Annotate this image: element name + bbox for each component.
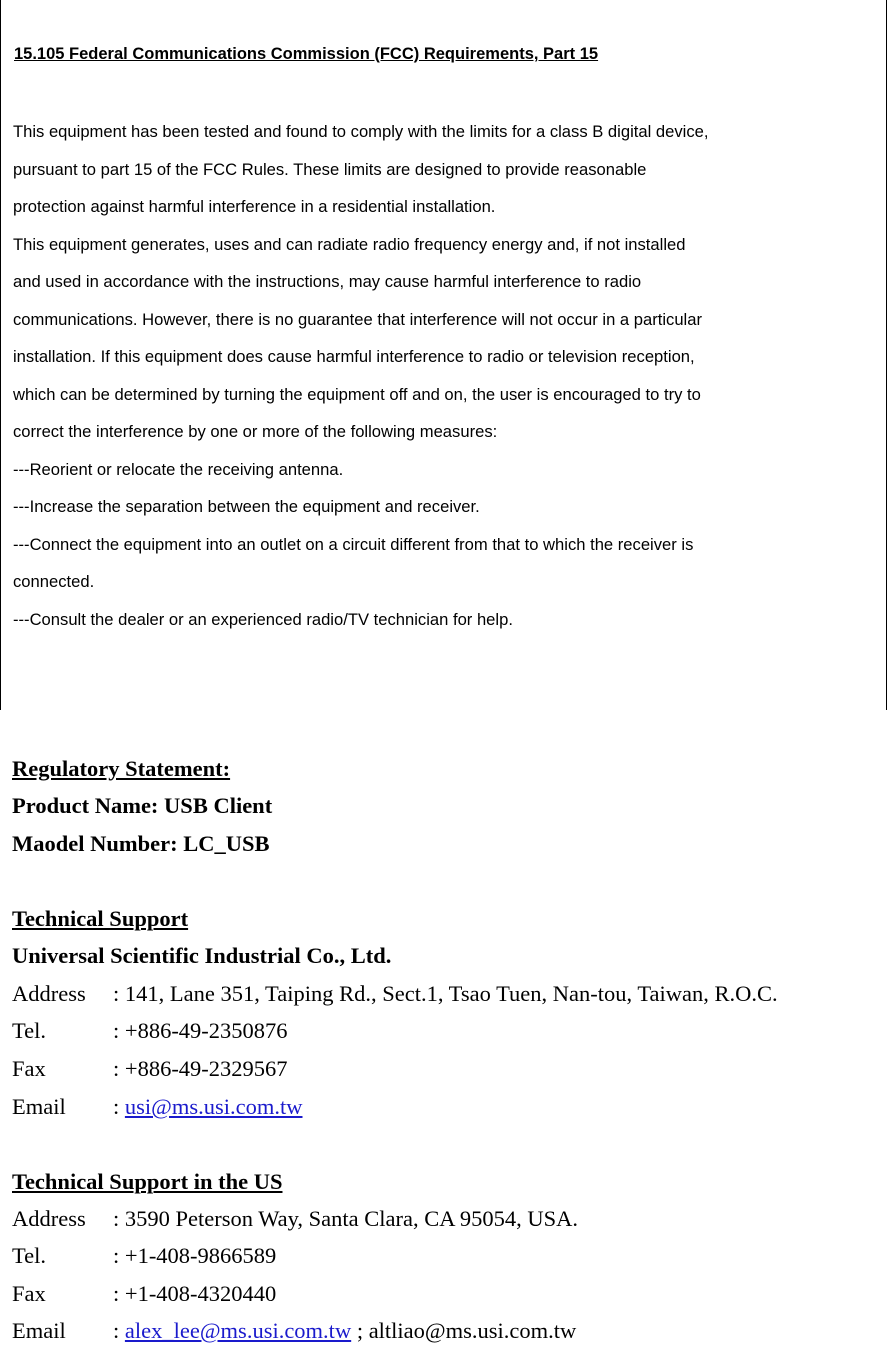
fcc-line: installation. If this equipment does cause harmful interference to radio or television reception, [13,347,695,366]
tw-email-prefix: : [113,1094,125,1119]
us-email-prefix: : [113,1318,125,1343]
us-tel-value: : +1-408-9866589 [113,1243,277,1268]
tw-email-link[interactable]: usi@ms.usi.com.tw [124,1094,303,1119]
fcc-measure-item: ---Increase the separation between the equipment and receiver. [13,497,480,516]
tw-address-value: : 141, Lane 351, Taiping Rd., Sect.1, Tsao Tuen, Nan-tou, Taiwan, R.O.C. [113,981,778,1006]
fcc-measure-item: ---Consult the dealer or an experienced radio/TV technician for help. [13,610,513,629]
fcc-line: correct the interference by one or more of the following measures: [13,422,498,441]
us-email-link[interactable]: alex_lee@ms.usi.com.tw [124,1318,352,1343]
regulatory-heading: Regulatory Statement: [12,756,231,781]
technical-support-us-heading: Technical Support in the US [12,1169,283,1194]
product-name: Product Name: USB Client [12,793,273,818]
tw-tel-label: Tel. [12,1018,47,1043]
fcc-line: and used in accordance with the instructions, may cause harmful interference to radio [13,272,642,291]
technical-support-heading: Technical Support [12,906,189,931]
fcc-line: This equipment generates, uses and can radiate radio frequency energy and, if not installed [13,235,686,254]
us-address-label: Address [12,1206,86,1231]
fcc-measure-item: ---Connect the equipment into an outlet on a circuit different from that to which the receiver is [13,535,694,554]
fcc-line: which can be determined by turning the equipment off and on, the user is encouraged to try to [13,385,701,404]
fcc-line: connected. [13,572,95,591]
fcc-title: 15.105 Federal Communications Commission (FCC) Requirements, Part 15 [14,45,599,63]
tw-fax-label: Fax [12,1056,46,1081]
tw-email-value [113,1094,303,1120]
fcc-line: This equipment has been tested and found to comply with the limits for a class B digital device, [13,122,709,141]
us-fax-label: Fax [12,1281,46,1306]
us-address-value: : 3590 Peterson Way, Santa Clara, CA 95054, USA. [113,1206,579,1231]
model-number: Maodel Number: LC_USB [12,831,270,856]
tw-tel-value: : +886-49-2350876 [113,1018,288,1043]
company-name: Universal Scientific Industrial Co., Ltd. [12,943,392,968]
us-tel-label: Tel. [12,1243,47,1268]
fcc-measure-item: ---Reorient or relocate the receiving antenna. [13,460,344,479]
tw-email-label: Email [12,1094,66,1119]
fcc-line: communications. However, there is no guarantee that interference will not occur in a particular [13,310,702,329]
us-email-value [113,1318,576,1344]
us-fax-value: : +1-408-4320440 [113,1281,277,1306]
us-email-label: Email [12,1318,66,1343]
us-email-suffix: ; altliao@ms.usi.com.tw [351,1318,577,1343]
fcc-line: pursuant to part 15 of the FCC Rules. These limits are designed to provide reasonable [13,160,647,179]
fcc-line: protection against harmful interference in a residential installation. [13,197,496,216]
tw-address-label: Address [12,981,86,1006]
tw-fax-value: : +886-49-2329567 [113,1056,288,1081]
